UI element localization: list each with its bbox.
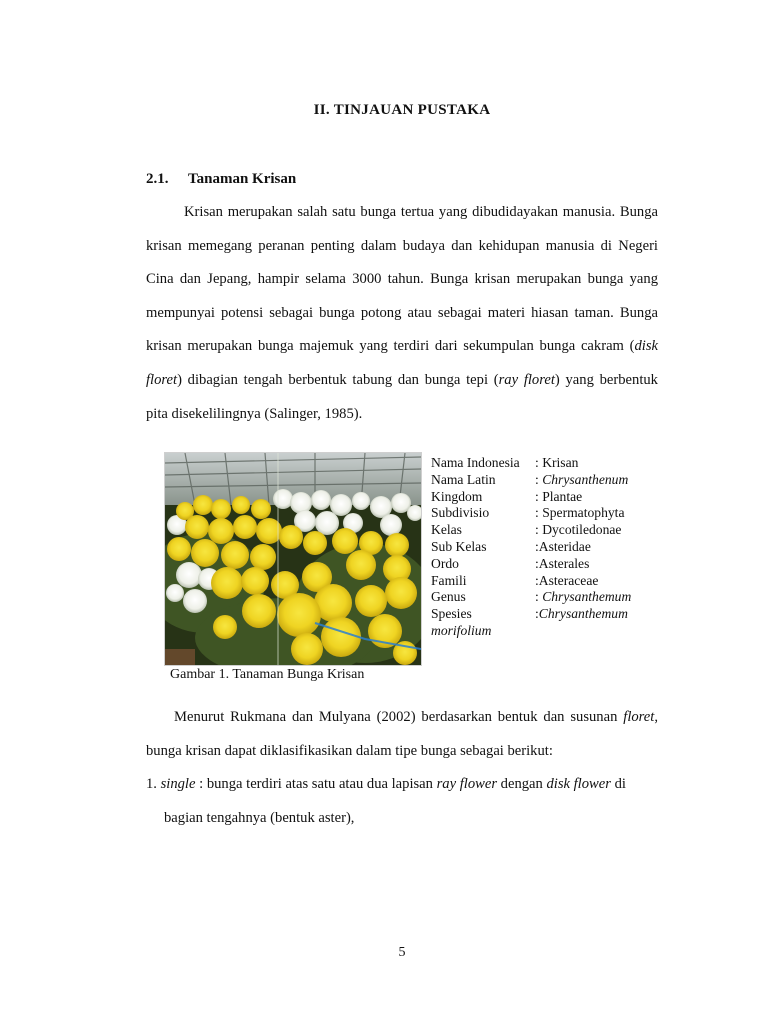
para1-italic-ray-floret: ray floret xyxy=(498,371,555,388)
taxonomy-list xyxy=(431,455,631,640)
taxonomy-key: Nama Indonesia xyxy=(431,455,520,470)
para1-text-2: ) dibagian tengah berbentuk tabung dan bunga tepi ( xyxy=(177,371,499,388)
taxonomy-value: Chrysanthemum xyxy=(542,589,632,605)
taxonomy-value: Asterales xyxy=(538,555,590,571)
paragraph-classification xyxy=(146,701,658,768)
taxonomy-key: Nama Latin xyxy=(431,471,496,487)
section-title: Tanaman Krisan xyxy=(188,171,297,187)
taxonomy-row xyxy=(431,472,631,489)
taxonomy-row xyxy=(431,556,631,573)
taxonomy-separator: : xyxy=(535,589,543,605)
para1-text-3: ) yang berbentuk pita disekelilingnya (Salinger, 1985). xyxy=(146,371,658,422)
taxonomy-separator: : xyxy=(535,538,539,554)
page-number: 5 xyxy=(398,945,406,960)
taxonomy-key: Kelas xyxy=(431,522,462,538)
taxonomy-row xyxy=(431,606,631,623)
para2-italic-floret: floret xyxy=(623,709,655,725)
taxonomy-key: Ordo xyxy=(431,555,459,571)
taxonomy-separator: : xyxy=(535,572,539,588)
taxonomy-key: Genus xyxy=(431,589,466,605)
taxonomy-row xyxy=(431,522,631,539)
taxonomy-separator: : xyxy=(535,455,543,470)
taxonomy-row xyxy=(431,573,631,590)
list-text-3: di bagian tengahnya (bentuk aster), xyxy=(164,776,626,826)
taxonomy-key: Spesies xyxy=(431,606,472,622)
taxonomy-separator: : xyxy=(535,471,543,487)
list-item-number: 1. xyxy=(146,776,157,792)
taxonomy-separator: : xyxy=(535,606,539,622)
taxonomy-separator: : xyxy=(535,522,543,538)
taxonomy-species-continuation: morifolium xyxy=(431,622,492,638)
list-italic-ray-flower: ray flower xyxy=(436,776,498,792)
taxonomy-value: Krisan xyxy=(542,455,579,470)
taxonomy-row xyxy=(431,489,631,506)
list-item-single xyxy=(146,768,658,835)
taxonomy-key: Sub Kelas xyxy=(431,538,487,554)
taxonomy-row xyxy=(431,589,631,606)
section-number: 2.1. xyxy=(146,171,169,187)
chrysanthemum-greenhouse-photo xyxy=(165,453,421,665)
paragraph-krisan-intro xyxy=(146,196,658,431)
figure-photo xyxy=(164,452,422,666)
taxonomy-key: Kingdom xyxy=(431,488,483,504)
taxonomy-value: Chrysanthemum xyxy=(538,606,628,622)
taxonomy-row xyxy=(431,539,631,556)
chapter-title: II. TINJAUAN PUSTAKA xyxy=(313,102,491,118)
para1-text-1: Krisan merupakan salah satu bunga tertua yang dibudidayakan manusia. Bunga krisan memegang peranan penting dalam budaya dan kehidupan manusia di Negeri Cina dan Jepang, hampir selama 3000 tahun. Bunga krisan merupakan bunga yang mempunyai potensi sebagai bunga potong atau sebagai materi hiasan taman. Bunga krisan merupakan bunga majemuk yang terdiri dari sekumpulan bunga cakram ( xyxy=(146,204,658,355)
taxonomy-value: Plantae xyxy=(542,488,583,504)
list-text-1: : bunga terdiri atas satu atau dua lapisan xyxy=(195,776,437,792)
taxonomy-separator: : xyxy=(535,555,539,571)
taxonomy-row xyxy=(431,505,631,522)
taxonomy-key: Subdivisio xyxy=(431,505,490,521)
taxonomy-separator: : xyxy=(535,505,543,521)
para2-text-1: Menurut Rukmana dan Mulyana (2002) berdasarkan bentuk dan susunan xyxy=(174,709,624,725)
list-italic-disk-flower: disk flower xyxy=(546,776,611,792)
para1-italic-disk-floret: disk floret xyxy=(146,338,658,388)
taxonomy-value: Asteraceae xyxy=(538,572,599,588)
taxonomy-value: Asteridae xyxy=(538,538,591,554)
taxonomy-value: Dycotiledonae xyxy=(542,522,622,538)
taxonomy-separator: : xyxy=(535,488,543,504)
taxonomy-value: Spermatophyta xyxy=(542,505,625,521)
taxonomy-key: Famili xyxy=(431,572,467,588)
para2-text-2: , bunga krisan dapat diklasifikasikan dalam tipe bunga sebagai berikut: xyxy=(146,709,658,759)
taxonomy-row xyxy=(431,455,631,472)
figure-caption: Gambar 1. Tanaman Bunga Krisan xyxy=(170,667,365,682)
taxonomy-value: Chrysanthenum xyxy=(542,471,629,487)
section-heading xyxy=(146,171,296,188)
list-italic-single: single xyxy=(160,776,196,792)
list-text-2: dengan xyxy=(497,776,547,792)
